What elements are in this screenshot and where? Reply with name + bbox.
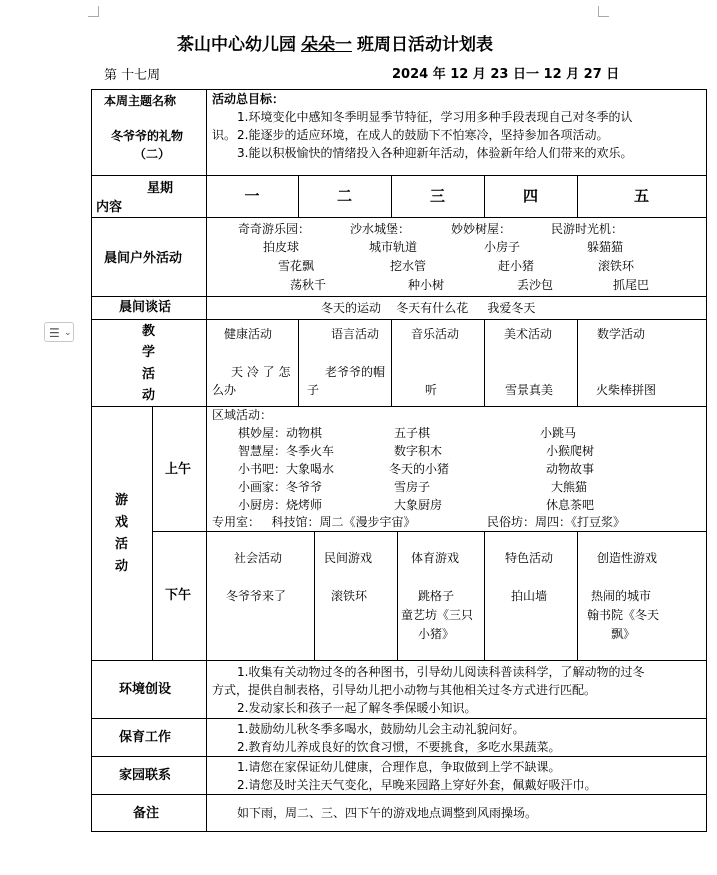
pm-folk-game: 滚铁环 [331,589,368,603]
pm-creative-game-extra-cont: 飘》 [611,627,636,641]
games-label-char: 游 [115,493,129,508]
teaching-domain: 健康活动 [224,327,273,341]
area-item: 动物故事 [546,462,595,476]
pm-creative-game: 热闹的城市 [591,589,652,603]
area-item: 小画家：冬爷爷 [238,480,323,494]
area-item: 小书吧：大象喝水 [238,462,335,476]
header-week-label: 星期 [147,181,174,196]
theme-name-part: （二） [134,147,171,161]
pm-sport-game: 跳格子 [418,589,455,603]
day-monday: 一 [244,187,260,205]
environment-item-1-cont: 方式，提供自制表格，引导幼儿把小动物与其他相关过冬方式进行匹配。 [212,683,597,697]
outdoor-item: 滚铁环 [598,259,635,273]
pm-activity-type: 体育游戏 [411,551,460,565]
pm-sport-game-extra-cont: 小猪》 [418,627,455,641]
area-item: 大熊猫 [551,480,588,494]
morning-outdoor-label: 晨间户外活动 [104,251,183,266]
crop-mark-top-right [598,6,609,17]
notes-text: 如下雨，周二、三、四下午的游戏地点调整到风雨操场。 [237,806,538,820]
special-rooms: 专用室： 科技馆：周二《漫步宇宙》 [212,515,416,529]
outdoor-item: 挖水管 [390,259,427,273]
teaching-math-activity: 火柴棒拼图 [596,383,657,397]
week-dates: 2024 年 12 月 23 日一 12 月 27 日 [392,67,620,82]
teaching-art-activity: 雪景真美 [505,383,554,397]
environment-item-2: 2.发动家长和孩子一起了解冬季保暖小知识。 [237,701,477,715]
page-title [177,34,493,56]
outdoor-item: 雪花飘 [278,259,315,273]
outdoor-item: 小房子 [484,240,521,254]
afternoon-session-label: 下午 [165,588,192,603]
area-item: 小跳马 [540,426,577,440]
outdoor-item: 抓尾巴 [613,278,650,292]
header-content-label: 内容 [96,200,123,215]
teaching-label-char: 学 [142,345,156,360]
teaching-label-char: 教 [142,324,156,339]
area-item: 数字积木 [394,444,443,458]
pm-social-activity: 冬爷爷来了 [226,589,287,603]
games-label-char: 活 [115,537,129,552]
outdoor-item: 赶小猪 [498,259,535,273]
notes-label: 备注 [133,806,160,821]
paragraph-options-button[interactable] [44,322,74,342]
day-wednesday: 三 [429,187,445,205]
goal-2: 2.能逐步的适应环境，在成人的鼓励下不怕寒冷，坚持参加各项活动。 [237,128,609,142]
day-friday: 五 [633,187,649,205]
outdoor-group-2: 沙水城堡： [350,222,411,236]
pm-activity-type: 民间游戏 [324,551,373,565]
crop-mark-top-left [88,6,99,17]
games-label-char: 戏 [115,515,129,530]
area-item: 棋妙屋：动物棋 [238,426,323,440]
care-label: 保育工作 [119,730,172,745]
folk-hall: 民俗坊：周四：《打豆浆》 [487,515,626,529]
pm-activity-type: 社会活动 [234,551,283,565]
outdoor-item: 城市轨道 [369,240,418,254]
teaching-domain: 美术活动 [504,327,553,341]
care-item-2: 2.教育幼儿养成良好的饮食习惯，不要挑食，多吃水果蔬菜。 [237,740,561,754]
outdoor-item: 丢沙包 [517,278,554,292]
goal-3: 3.能以积极愉快的情绪投入各种迎新年活动，体验新年给人们带来的欢乐。 [237,146,633,160]
pm-feature-activity: 拍山墙 [511,589,548,603]
title-school: 茶山中心幼儿园 [177,35,296,55]
teaching-label-char: 动 [142,388,156,403]
games-label-char: 动 [115,559,129,574]
area-item: 智慧屋：冬季火车 [238,444,335,458]
area-item: 小厨房：烧烤师 [238,498,323,512]
theme-name: 冬爷爷的礼物 [111,129,184,143]
outdoor-group-3: 妙妙树屋： [451,222,512,236]
week-number: 第 十七周 [104,68,161,83]
title-suffix: 班周日活动计划表 [357,35,493,55]
teaching-language-activity: 老爷爷的帽 [325,365,386,379]
area-item: 冬天的小猪 [389,462,450,476]
area-item: 休息茶吧 [546,498,595,512]
outdoor-item: 荡秋千 [290,278,327,292]
morning-talk-topics: 冬天的运动 冬天有什么花 我爱冬天 [321,301,536,315]
teaching-language-activity-cont: 子 [307,383,320,397]
home-contact-label: 家园联系 [119,768,172,783]
teaching-health-activity: 天 冷 了 怎 [231,365,291,379]
teaching-health-activity-cont: 么办 [212,383,237,397]
area-item: 小猴爬树 [546,444,595,458]
teaching-domain: 数学活动 [597,327,646,341]
environment-item-1: 1.收集有关动物过冬的各种图书，引导幼儿阅读科普读科学，了解动物的过冬 [237,665,645,679]
day-thursday: 四 [522,187,538,205]
outdoor-group-1: 奇奇游乐园： [238,222,311,236]
theme-label: 本周主题名称 [104,94,177,108]
goal-1-cont: 识。 [212,128,237,142]
goals-label: 活动总目标： [212,92,285,106]
pm-activity-type: 创造性游戏 [597,551,658,565]
teaching-domain: 音乐活动 [411,327,460,341]
area-activities-label: 区域活动： [212,408,273,422]
pm-sport-game-extra: 童艺坊《三只 [401,608,474,622]
pm-creative-game-extra: 翰书院《冬天 [587,608,660,622]
care-item-1: 1.鼓励幼儿秋冬季多喝水，鼓励幼儿会主动礼貌问好。 [237,722,525,736]
environment-label: 环境创设 [119,682,172,697]
goal-1: 1.环境变化中感知冬季明显季节特征，学习用多种手段表现自己对冬季的认 [237,110,633,124]
paragraph-icon: ☰ [49,326,60,340]
pm-activity-type: 特色活动 [505,551,554,565]
title-class: 朵朵一 [301,35,352,55]
home-contact-item-1: 1.请您在家保证幼儿健康，合理作息，争取做到上学不缺课。 [237,760,561,774]
chevron-down-icon: ⌄ [64,328,72,338]
morning-session-label: 上午 [165,462,192,477]
outdoor-item: 拍皮球 [263,240,300,254]
outdoor-item: 躲猫猫 [587,240,624,254]
home-contact-item-2: 2.请您及时关注天气变化，早晚来园路上穿好外套，佩戴好吸汗巾。 [237,778,597,792]
outdoor-item: 种小树 [408,278,445,292]
area-item: 雪房子 [394,480,431,494]
outdoor-group-4: 民游时光机： [551,222,624,236]
area-item: 大象厨房 [394,498,443,512]
day-tuesday: 二 [336,187,352,205]
area-item: 五子棋 [394,426,431,440]
morning-talk-label: 晨间谈话 [119,300,172,315]
teaching-label-char: 活 [142,367,156,382]
teaching-domain: 语言活动 [331,327,380,341]
teaching-music-activity: 听 [425,383,438,397]
